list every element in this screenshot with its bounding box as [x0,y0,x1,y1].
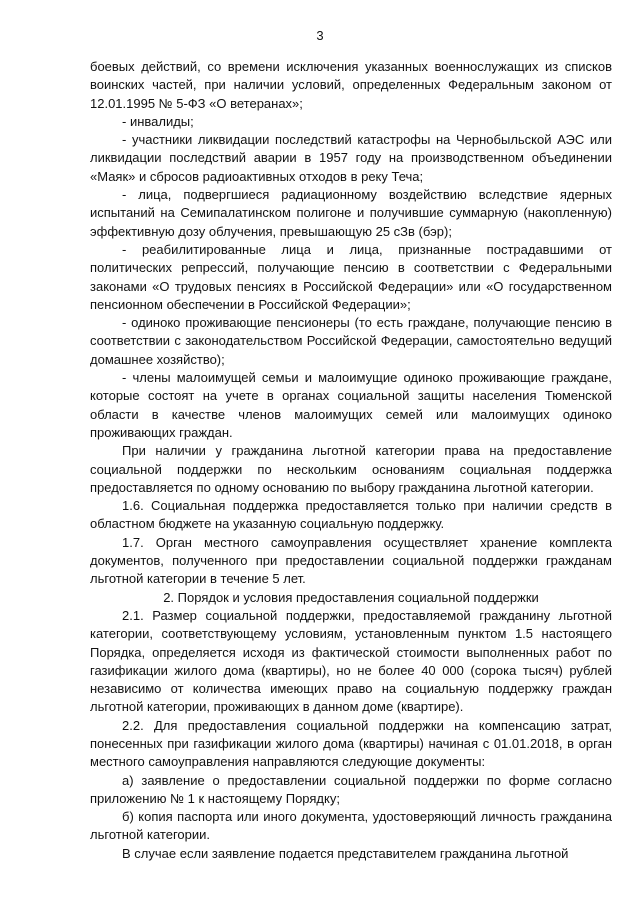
paragraph-representative: В случае если заявление подается представителем гражданина льготной [122,845,569,861]
list-item-lonely-pensioners: - одиноко проживающие пенсионеры (то есть граждане, получающие пенсию в соответствии с законодательством Российской Федерации, самостоятельно ведущий домашнее хозяйство); [90,315,612,367]
list-item-chernobyl: - участники ликвидации последствий катастрофы на Чернобыльской АЭС или ликвидации последствий аварии в 1957 году на производственном объединении «Маяк» и сбросов радиоактивных отходов в реку Теча; [90,132,612,184]
document-body [90,58,612,863]
list-item-rehabilitated: - реабилитированные лица и лица, признанные пострадавшими от политических репрессий, получающие пенсию в соответствии с Федеральными законами «О трудовых пенсиях в Российской Федерации» или «О государственном пенсионном обеспечении в Российской Федерации»; [90,241,612,312]
list-item-disabled: - инвалиды; [122,113,194,129]
clause-2-2: 2.2. Для предоставления социальной поддержки на компенсацию затрат, понесенных при газификации жилого дома (квартиры) начиная с 01.01.2018, в орган местного самоуправления направляются следующие документы: [90,717,612,770]
page-number: 3 [316,28,324,43]
list-item-low-income: - члены малоимущей семьи и малоимущие одиноко проживающие граждане, которые состоят на учете в органах социальной защиты населения Тюменской области в качестве членов малоимущих семей или малоимущих одиноко проживающих граждан. [90,370,612,440]
paragraph-veterans-continuation: боевых действий, со времени исключения указанных военнослужащих из списков воинских частей, при наличии условий, определенных Федеральным законом от 12.01.1995 № 5-ФЗ «О ветеранах»; [90,59,612,111]
clause-1-6: 1.6. Социальная поддержка предоставляется только при наличии средств в областном бюджете на указанную социальную поддержку. [90,498,612,532]
list-item-a-application: а) заявление о предоставлении социальной поддержки по форме согласно приложению № 1 к настоящему Порядку; [90,772,612,806]
list-item-b-passport: б) копия паспорта или иного документа, удостоверяющий личность гражданина льготной категории. [90,809,612,843]
clause-1-7: 1.7. Орган местного самоуправления осуществляет хранение комплекта документов, полученного при предоставлении социальной поддержки гражданам льготной категории в течение 5 лет. [90,534,612,587]
clause-2-1: 2.1. Размер социальной поддержки, предоставляемой гражданину льготной категории, соответствующему условиям, установленным пунктом 1.5 настоящего Порядка, определяется исходя из фактической стоимости выполненных работ по газификации жилого дома (квартиры), но не более 40 000 (сорока тысяч) рублей независимо от количества имеющих право на социальную поддержку граждан льготной категории, проживающих в данном доме (квартире). [90,607,612,715]
list-item-semipalatinsk: - лица, подвергшиеся радиационному воздействию вследствие ядерных испытаний на Семипалатинском полигоне и получившие суммарную (накопленную) эффективную дозу облучения, превышающую 25 сЗв (бэр); [90,187,612,239]
paragraph-multiple-grounds: При наличии у гражданина льготной категории права на предоставление социальной поддержки по нескольким основаниям социальная поддержка предоставляется по одному основанию по выбору гражданина льготной категории. [90,443,612,495]
section-heading-2: 2. Порядок и условия предоставления социальной поддержки [163,589,539,605]
